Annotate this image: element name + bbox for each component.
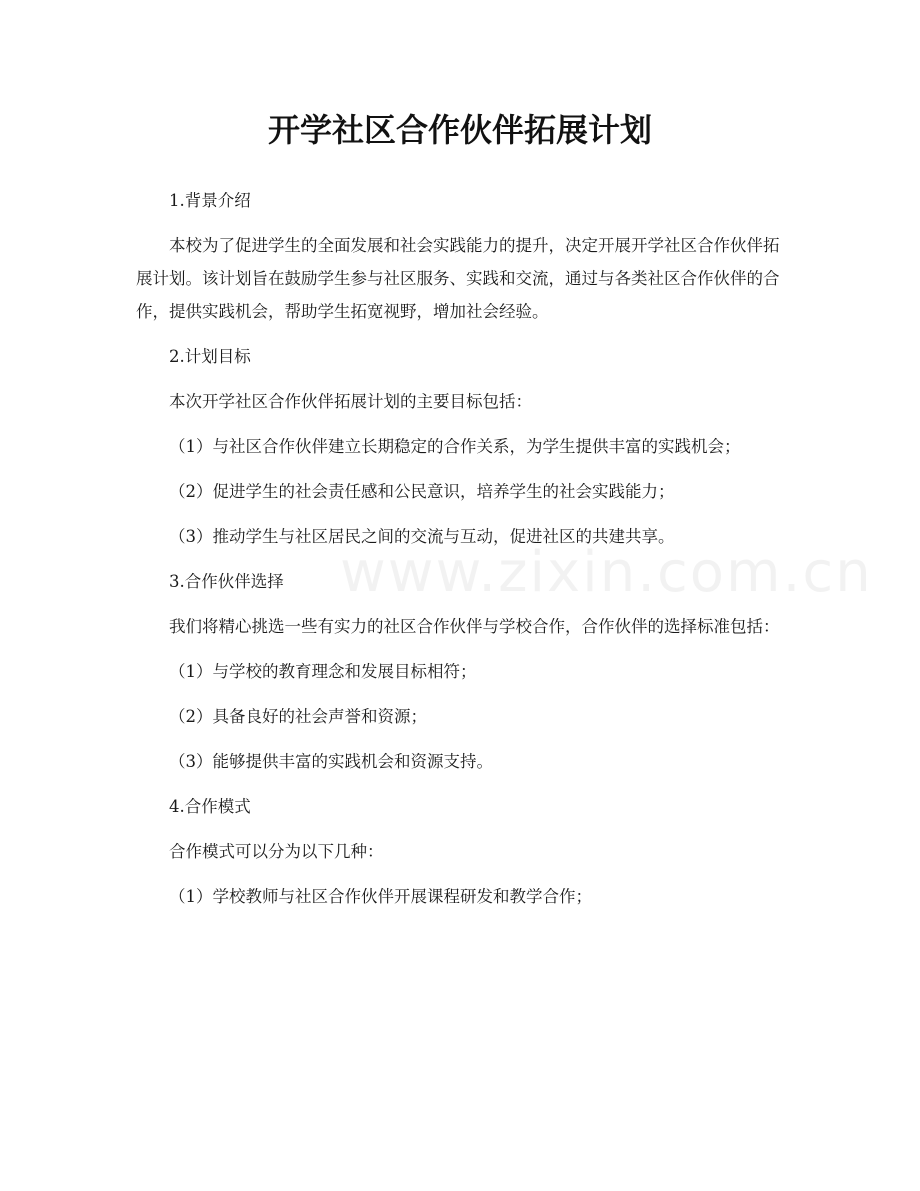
section-3-heading: 3.合作伙伴选择 bbox=[169, 572, 284, 591]
watermark: www.zixin.com.cn bbox=[340, 540, 873, 605]
section-4-intro: 合作模式可以分为以下几种： bbox=[169, 842, 384, 861]
document-body bbox=[136, 184, 873, 913]
section-2-item-3: （3）推动学生与社区居民之间的交流与互动，促进社区的共建共享。 bbox=[169, 527, 675, 546]
section-4-heading: 4.合作模式 bbox=[169, 797, 251, 816]
section-2-intro: 本次开学社区合作伙伴拓展计划的主要目标包括： bbox=[169, 392, 532, 411]
section-2-item-2: （2）促进学生的社会责任感和公民意识，培养学生的社会实践能力； bbox=[169, 482, 675, 501]
section-3-intro: 我们将精心挑选一些有实力的社区合作伙伴与学校合作，合作伙伴的选择标准包括： bbox=[169, 617, 780, 636]
section-3-item-3: （3）能够提供丰富的实践机会和资源支持。 bbox=[169, 752, 493, 771]
section-1-heading: 1.背景介绍 bbox=[169, 191, 251, 210]
section-1-paragraph: 本校为了促进学生的全面发展和社会实践能力的提升，决定开展开学社区合作伙伴拓展计划。该计划旨在鼓励学生参与社区服务、实践和交流，通过与各类社区合作伙伴的合作，提供实践机会，帮助学生拓宽视野，增加社会经验。 bbox=[136, 236, 780, 321]
section-2-item-1: （1）与社区合作伙伴建立长期稳定的合作关系，为学生提供丰富的实践机会； bbox=[169, 437, 741, 456]
document-title: 开学社区合作伙伴拓展计划 bbox=[267, 111, 652, 149]
section-2-heading: 2.计划目标 bbox=[169, 347, 251, 366]
section-4-item-1: （1）学校教师与社区合作伙伴开展课程研发和教学合作； bbox=[169, 887, 592, 906]
section-3-item-2: （2）具备良好的社会声誉和资源； bbox=[169, 707, 427, 726]
section-3-item-1: （1）与学校的教育理念和发展目标相符； bbox=[169, 662, 477, 681]
